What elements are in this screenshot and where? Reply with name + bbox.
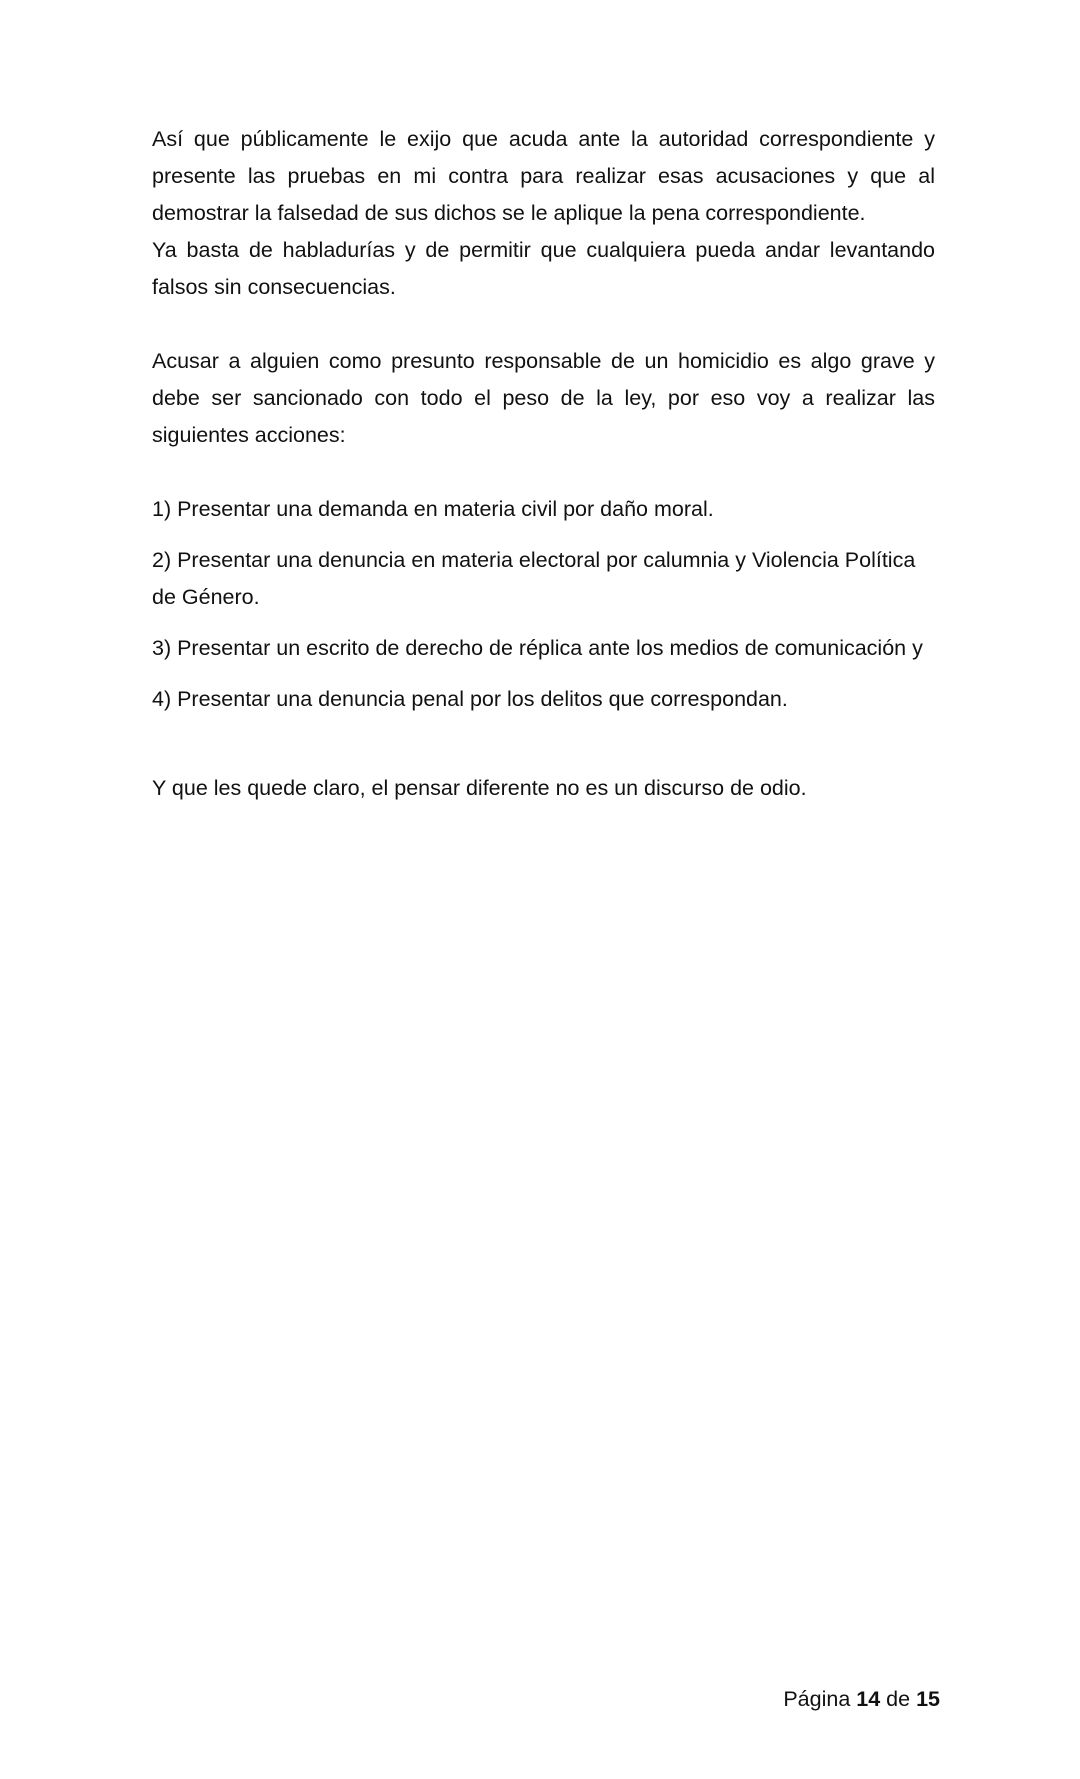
closing-statement: Y que les quede claro, el pensar diferente no es un discurso de odio. bbox=[152, 776, 807, 800]
list-item-action-3: 3) Presentar un escrito de derecho de réplica ante los medios de comunicación y bbox=[152, 636, 923, 660]
paragraph-demand-evidence: Así que públicamente le exijo que acuda ante la autoridad correspondiente y presente las pruebas en mi contra para realizar esas acusaciones y que al demostrar la falsedad de sus dichos se le aplique la pena correspondiente. bbox=[152, 127, 935, 225]
paragraph-accusation-serious: Acusar a alguien como presunto responsable de un homicidio es algo grave y debe ser sancionado con todo el peso de la ley, por eso voy a realizar las siguientes acciones: bbox=[152, 349, 935, 447]
list-item-action-1: 1) Presentar una demanda en materia civil por daño moral. bbox=[152, 497, 714, 521]
paragraph-enough-gossip: Ya basta de habladurías y de permitir que cualquiera pueda andar levantando falsos sin consecuencias. bbox=[152, 238, 935, 299]
of-label: de bbox=[886, 1687, 911, 1711]
total-pages-number: 15 bbox=[916, 1687, 940, 1711]
page-number-footer bbox=[783, 1686, 940, 1712]
list-item-action-4: 4) Presentar una denuncia penal por los delitos que correspondan. bbox=[152, 687, 788, 711]
list-item-action-2: 2) Presentar una denuncia en materia electoral por calumnia y Violencia Política de Género. bbox=[152, 548, 916, 609]
page-label: Página bbox=[783, 1687, 851, 1711]
document-body bbox=[152, 121, 935, 807]
current-page-number: 14 bbox=[856, 1687, 881, 1711]
